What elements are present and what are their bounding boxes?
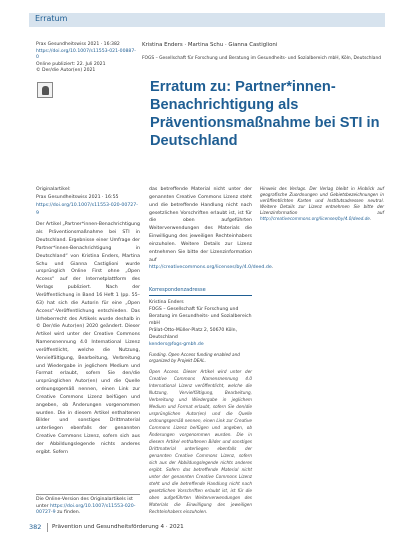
copyright: © Der/die Autor(en) 2021 [36, 68, 96, 74]
online-version-tail: zu finden. [57, 510, 81, 516]
publisher-logo-icon [37, 82, 53, 98]
license-note: Open Access. Dieser Artikel wird unter der Creative Commons Namensnennung 4.0 International Lizenz veröffentlicht, welche die Nutzung, Vervielfältigung, Bearbeitung, Verbreitung und Wiedergabe in jeglichem Medium und Format erlaubt, sofern Sie den/die ursprünglichen Autor(en) und die Quelle ordnungsgemäß nennen, einen Link zur Creative Commons Lizenz beifügen und angeben, ob Änderungen vorgenommen wurden. Die in diesem Artikel enthaltenen Bilder und sonstiges Drittmaterial unterliegen ebenfalls der genannten Creative Commons Lizenz, sofern sich aus der Abbildungslegende nichts anderes ergibt. Sofern das betreffende Material nicht unter der genannten Creative Commons Lizenz steht und die betreffende Handlung nicht nach gesetzlichen Vorschriften erlaubt ist, ist für die oben aufgeführten Weiterverwendungen des Materials die Einwilligung des jeweiligen Rechteinhabers einzuholen. [149, 369, 252, 514]
page-footer [29, 523, 385, 533]
page-number: 382 [29, 523, 42, 531]
published-date: Online publiziert: 22. Juli 2021 [36, 61, 106, 67]
column-1 [36, 186, 140, 457]
correspondence-heading: Korrespondenzadresse [149, 286, 252, 296]
online-version-link[interactable]: https://doi.org/10.1007/s11553-020-00727-9 [36, 503, 136, 516]
authors: Kristina Enders · Martina Schu · Gianna Castiglioni [142, 42, 278, 48]
contact-name: Kristina Enders [149, 300, 184, 305]
affiliation: FOGS – Gesellschaft für Forschung und Beratung im Gesundheits- und Sozialbereich mbH, Köln, Deutschland [142, 56, 382, 61]
online-version-text: Die Online-Version des Originalartikels ist unter [36, 497, 133, 509]
correspondence-box [149, 286, 252, 515]
original-citation: Prax Gesundheitswiss 2021 · 16:55 [36, 194, 119, 200]
article-title: Erratum zu: Partner*innen-Benachrichtigung als Präventionsmaßnahme bei STI in Deutschland [150, 79, 380, 149]
body-text-1: Der Artikel „Partner*innen-Benachrichtigung als Präventionsmaßnahme bei STI in Deutschland. Ergebnisse einer Umfrage der Partner*innen-Benachrichtigung in Deutschland“ von Kristina Enders, Martina Schu und Gianna Castiglioni wurde ursprünglich Online First ohne „Open Access“ auf der Internetplattform des Verlags publiziert. Nach der Veröffentlichung in Band 16 Heft 1 (pp. 55–63) hat sich die Autorin für eine „Open Access“-Veröffentlichung entschieden. Das Urheberrecht des Artikels wurde deshalb in © Der/die Autor(en) 2020 geändert. Dieser Artikel wird unter der Creative Commons Namensnennung 4.0 International Lizenz veröffentlicht, welche die Nutzung, Vervielfältigung, Bearbeitung, Verbreitung und Wiedergabe in jeglichem Medium und Format erlaubt, sofern Sie den/die ursprünglichen Autor(en) und die Quelle ordnungsgemäß nennen, einen Link zur Creative Commons Lizenz beifügen und angeben, ob Änderungen vorgenommen wurden. Die in diesem Artikel enthaltenen Bilder und sonstiges Drittmaterial unterliegen ebenfalls der genannten Creative Commons Lizenz, sofern sich aus der Abbildungslegende nichts anderes ergibt. Sofern [36, 222, 140, 455]
publisher-note-link[interactable]: http://creativecommons.org/licenses/by/4.0/deed.de [260, 216, 370, 221]
footer-divider [47, 523, 48, 532]
license-link[interactable]: http://creativecommons.org/licenses/by/4.0/deed.de [149, 265, 272, 271]
contact-email[interactable]: kenders@fogs-gmbh.de [149, 342, 204, 347]
body-text-2-main: das betreffende Material nicht unter der genannten Creative Commons Lizenz steht und die betreffende Handlung nicht nach gesetzlichen Vorschriften erlaubt ist, ist für die oben aufgeführten Weiterverwendungen des Materials die Einwilligung des jeweiligen Rechteinhabers einzuholen. Weitere Details zur Lizenz entnehmen Sie bitte der Lizenzinformation auf [149, 187, 252, 263]
online-version-note [36, 494, 140, 517]
correspondence-address [149, 299, 252, 348]
section-tag [29, 13, 385, 27]
journal-citation: Prax Gesundheitswiss 2021 · 16:382 [36, 42, 120, 47]
section-tag-label: Erratum [35, 14, 68, 23]
contact-street: Prälat-Otto-Müller-Platz 2, 50670 Köln, Deutschland [149, 328, 238, 340]
original-label: Originalartikel: [36, 187, 71, 192]
column-3 [260, 186, 384, 222]
body-text-2-end: . [271, 265, 274, 271]
doi-link[interactable]: https://doi.org/10.1007/s11553-021-00887-0 [36, 48, 136, 61]
original-doi-link[interactable]: https://doi.org/10.1007/s11553-020-00727-9 [36, 202, 138, 216]
publisher-note-end: . [369, 216, 372, 221]
publisher-note [260, 186, 384, 222]
publisher-note-text: Hinweis des Verlags. Der Verlag bleibt in Hinblick auf geografische Zuordnungen und Gebietsbezeichnungen in veröffentlichten Karten und Institutsadressen neutral. Weitere Details zur Lizenz entnehmen Sie bitte der Lizenzinformation auf [260, 186, 384, 215]
original-article-ref [36, 186, 140, 217]
body-text-2 [149, 186, 274, 272]
column-2 [149, 186, 274, 272]
footer-journal: Prävention und Gesundheitsförderung 4 · 2021 [52, 524, 184, 530]
funding-note: Funding. Open Access funding enabled and organized by Projekt DEAL. [149, 352, 240, 363]
contact-org: FOGS – Gesellschaft für Forschung und Beratung im Gesundheits- und Sozialbereich mbH [149, 307, 252, 326]
article-meta [36, 42, 136, 75]
